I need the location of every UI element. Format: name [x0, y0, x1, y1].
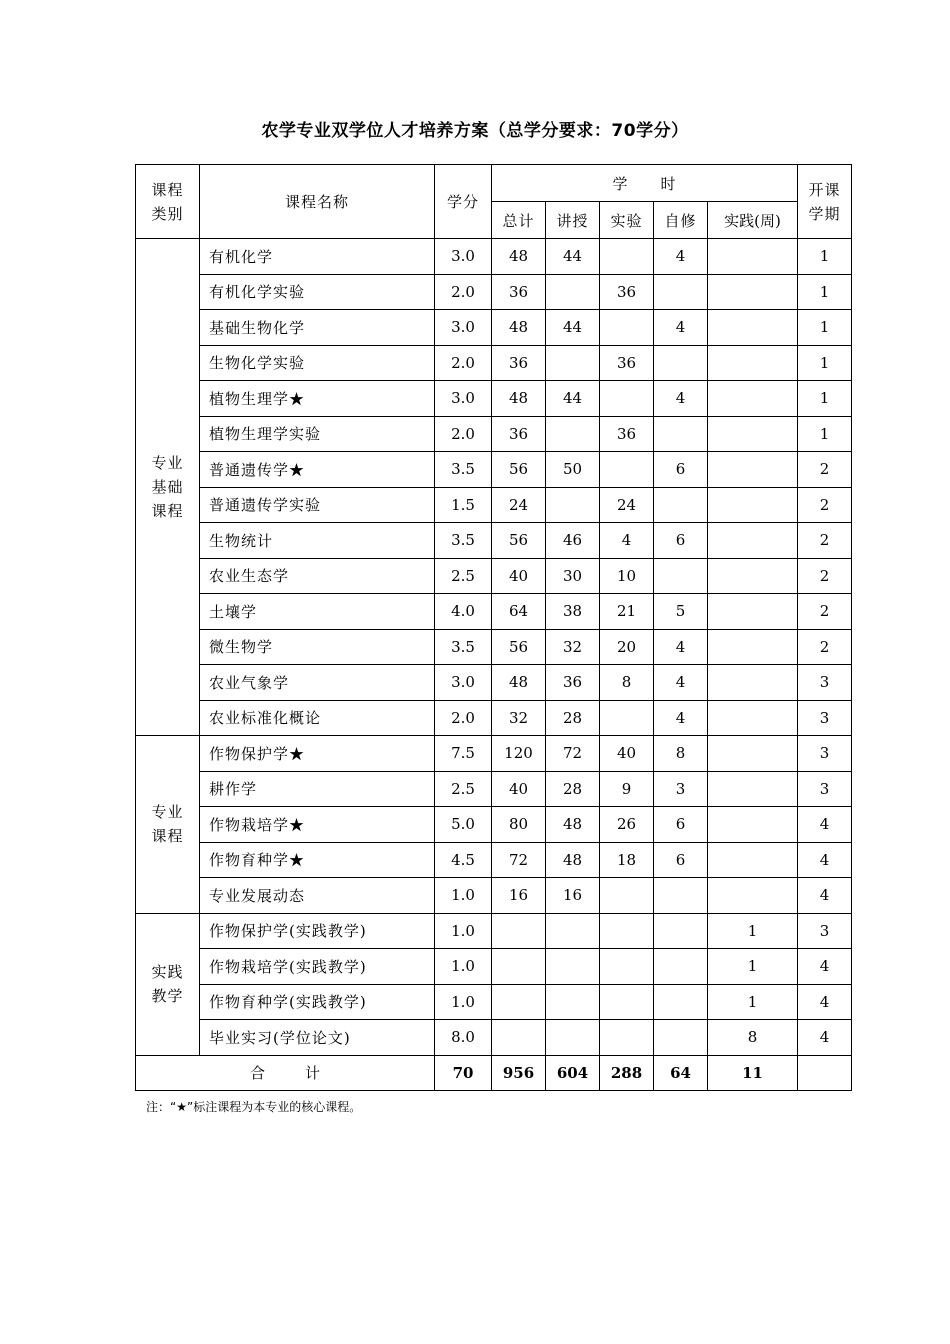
value-cell: 50 [546, 452, 600, 488]
total-value-cell: 11 [708, 1055, 798, 1091]
value-cell [600, 310, 654, 346]
value-cell [708, 629, 798, 665]
course-name-cell: 植物生理学★ [200, 381, 435, 417]
value-cell: 3.0 [435, 239, 492, 275]
value-cell: 30 [546, 558, 600, 594]
value-cell: 4 [798, 984, 852, 1020]
value-cell [600, 452, 654, 488]
value-cell: 72 [546, 736, 600, 772]
course-name-cell: 作物育种学★ [200, 842, 435, 878]
value-cell [708, 700, 798, 736]
table-row [136, 629, 852, 665]
value-cell [708, 310, 798, 346]
table-row [136, 274, 852, 310]
total-value-cell: 288 [600, 1055, 654, 1091]
value-cell: 120 [492, 736, 546, 772]
value-cell: 1 [708, 984, 798, 1020]
course-name-cell: 毕业实习(学位论文) [200, 1020, 435, 1056]
value-cell: 9 [600, 771, 654, 807]
total-value-cell [798, 1055, 852, 1091]
value-cell: 48 [492, 665, 546, 701]
value-cell: 2.5 [435, 771, 492, 807]
value-cell: 21 [600, 594, 654, 630]
course-name-cell: 作物保护学★ [200, 736, 435, 772]
table-row [136, 310, 852, 346]
value-cell: 3 [798, 736, 852, 772]
value-cell [654, 416, 708, 452]
value-cell [708, 878, 798, 914]
table-row [136, 913, 852, 949]
table-row [136, 594, 852, 630]
value-cell: 1 [798, 310, 852, 346]
value-cell [654, 1020, 708, 1056]
value-cell [654, 345, 708, 381]
value-cell: 4 [798, 807, 852, 843]
value-cell: 44 [546, 310, 600, 346]
value-cell: 20 [600, 629, 654, 665]
value-cell: 4 [798, 949, 852, 985]
value-cell: 6 [654, 523, 708, 559]
value-cell: 3 [798, 913, 852, 949]
value-cell: 36 [546, 665, 600, 701]
value-cell [600, 381, 654, 417]
footnote: 注：“★”标注课程为本专业的核心课程。 [146, 1100, 362, 1114]
value-cell: 5.0 [435, 807, 492, 843]
value-cell: 1 [798, 274, 852, 310]
value-cell: 28 [546, 700, 600, 736]
value-cell [708, 381, 798, 417]
value-cell: 4 [654, 700, 708, 736]
value-cell: 2.0 [435, 700, 492, 736]
value-cell: 64 [492, 594, 546, 630]
value-cell: 10 [600, 558, 654, 594]
table-row [136, 665, 852, 701]
value-cell: 1.0 [435, 913, 492, 949]
value-cell: 2.0 [435, 345, 492, 381]
value-cell: 80 [492, 807, 546, 843]
value-cell: 4.5 [435, 842, 492, 878]
value-cell: 1 [798, 381, 852, 417]
total-value-cell: 64 [654, 1055, 708, 1091]
value-cell [546, 949, 600, 985]
category-cell: 专业 基础 课程 [136, 239, 200, 736]
header-category: 课程 类别 [136, 165, 200, 239]
header-total: 总计 [492, 202, 546, 239]
course-name-cell: 普通遗传学实验 [200, 487, 435, 523]
value-cell: 3.5 [435, 452, 492, 488]
course-name-cell: 作物保护学(实践教学) [200, 913, 435, 949]
value-cell: 48 [546, 807, 600, 843]
course-name-cell: 有机化学实验 [200, 274, 435, 310]
value-cell: 48 [492, 310, 546, 346]
category-cell: 专业 课程 [136, 736, 200, 914]
value-cell: 4 [798, 842, 852, 878]
value-cell: 36 [600, 345, 654, 381]
value-cell: 4 [798, 1020, 852, 1056]
value-cell: 1 [798, 416, 852, 452]
course-name-cell: 植物生理学实验 [200, 416, 435, 452]
table-row [136, 878, 852, 914]
table-row [136, 558, 852, 594]
value-cell: 8 [654, 736, 708, 772]
header-row-1 [136, 165, 852, 202]
value-cell: 32 [546, 629, 600, 665]
value-cell [654, 274, 708, 310]
value-cell [600, 1020, 654, 1056]
value-cell: 4 [654, 310, 708, 346]
value-cell: 2.0 [435, 416, 492, 452]
value-cell [546, 1020, 600, 1056]
value-cell: 1 [798, 239, 852, 275]
value-cell: 1 [798, 345, 852, 381]
value-cell: 6 [654, 807, 708, 843]
table-row [136, 984, 852, 1020]
value-cell [546, 984, 600, 1020]
header-lab: 实验 [600, 202, 654, 239]
value-cell: 4 [798, 878, 852, 914]
value-cell: 26 [600, 807, 654, 843]
value-cell: 1 [708, 913, 798, 949]
table-row [136, 771, 852, 807]
value-cell: 3.5 [435, 523, 492, 559]
value-cell: 5 [654, 594, 708, 630]
course-name-cell: 生物化学实验 [200, 345, 435, 381]
value-cell [546, 913, 600, 949]
total-value-cell: 604 [546, 1055, 600, 1091]
value-cell: 2.5 [435, 558, 492, 594]
page-title: 农学专业双学位人才培养方案（总学分要求：70学分） [261, 121, 689, 141]
value-cell [654, 949, 708, 985]
value-cell: 44 [546, 239, 600, 275]
header-practice: 实践(周) [708, 202, 798, 239]
value-cell: 8.0 [435, 1020, 492, 1056]
header-hours: 学 时 [492, 165, 798, 202]
value-cell: 2.0 [435, 274, 492, 310]
value-cell: 3.0 [435, 310, 492, 346]
value-cell [708, 487, 798, 523]
value-cell: 56 [492, 452, 546, 488]
header-term: 开课 学期 [798, 165, 852, 239]
value-cell: 6 [654, 842, 708, 878]
value-cell: 38 [546, 594, 600, 630]
course-name-cell: 有机化学 [200, 239, 435, 275]
value-cell [600, 913, 654, 949]
value-cell: 4 [654, 629, 708, 665]
value-cell [708, 239, 798, 275]
value-cell [708, 807, 798, 843]
value-cell: 2 [798, 452, 852, 488]
value-cell: 44 [546, 381, 600, 417]
value-cell: 2 [798, 558, 852, 594]
value-cell: 40 [600, 736, 654, 772]
value-cell: 48 [492, 239, 546, 275]
value-cell [654, 913, 708, 949]
value-cell [492, 913, 546, 949]
value-cell: 48 [546, 842, 600, 878]
value-cell [708, 594, 798, 630]
value-cell: 36 [600, 274, 654, 310]
value-cell: 4.0 [435, 594, 492, 630]
value-cell: 32 [492, 700, 546, 736]
value-cell [654, 558, 708, 594]
table-row [136, 700, 852, 736]
value-cell: 3.0 [435, 665, 492, 701]
value-cell: 3 [798, 700, 852, 736]
totals-row [136, 1055, 852, 1091]
curriculum-table [135, 164, 852, 1091]
value-cell [492, 1020, 546, 1056]
value-cell [600, 949, 654, 985]
table-row [136, 736, 852, 772]
value-cell: 4 [600, 523, 654, 559]
total-value-cell: 70 [435, 1055, 492, 1091]
value-cell [708, 523, 798, 559]
value-cell: 1.0 [435, 878, 492, 914]
value-cell: 16 [546, 878, 600, 914]
value-cell [708, 345, 798, 381]
value-cell: 46 [546, 523, 600, 559]
table-row [136, 345, 852, 381]
value-cell: 72 [492, 842, 546, 878]
value-cell [600, 878, 654, 914]
value-cell: 3 [654, 771, 708, 807]
table-row [136, 487, 852, 523]
table-row [136, 239, 852, 275]
value-cell [600, 984, 654, 1020]
value-cell [492, 984, 546, 1020]
value-cell [708, 558, 798, 594]
value-cell: 3.5 [435, 629, 492, 665]
course-name-cell: 农业气象学 [200, 665, 435, 701]
value-cell: 36 [492, 345, 546, 381]
value-cell [654, 487, 708, 523]
value-cell [654, 984, 708, 1020]
value-cell: 40 [492, 558, 546, 594]
value-cell [708, 452, 798, 488]
course-name-cell: 普通遗传学★ [200, 452, 435, 488]
value-cell: 4 [654, 381, 708, 417]
header-credit: 学分 [435, 165, 492, 239]
header-self-study: 自修 [654, 202, 708, 239]
value-cell: 2 [798, 629, 852, 665]
value-cell: 36 [492, 416, 546, 452]
category-cell: 实践 教学 [136, 913, 200, 1055]
course-name-cell: 作物栽培学★ [200, 807, 435, 843]
course-name-cell: 专业发展动态 [200, 878, 435, 914]
value-cell: 2 [798, 487, 852, 523]
value-cell: 4 [654, 239, 708, 275]
course-name-cell: 耕作学 [200, 771, 435, 807]
totals-label: 合 计 [136, 1055, 435, 1091]
value-cell: 1.0 [435, 984, 492, 1020]
value-cell [546, 416, 600, 452]
table-row [136, 949, 852, 985]
value-cell [546, 274, 600, 310]
value-cell [546, 487, 600, 523]
value-cell: 3.0 [435, 381, 492, 417]
value-cell [600, 700, 654, 736]
course-name-cell: 基础生物化学 [200, 310, 435, 346]
value-cell: 40 [492, 771, 546, 807]
table-row [136, 452, 852, 488]
table-row [136, 1020, 852, 1056]
value-cell: 16 [492, 878, 546, 914]
value-cell [708, 842, 798, 878]
course-name-cell: 微生物学 [200, 629, 435, 665]
course-name-cell: 生物统计 [200, 523, 435, 559]
value-cell: 36 [600, 416, 654, 452]
value-cell: 28 [546, 771, 600, 807]
value-cell: 56 [492, 523, 546, 559]
value-cell: 18 [600, 842, 654, 878]
value-cell: 7.5 [435, 736, 492, 772]
course-name-cell: 作物栽培学(实践教学) [200, 949, 435, 985]
value-cell: 8 [708, 1020, 798, 1056]
total-value-cell: 956 [492, 1055, 546, 1091]
course-name-cell: 农业生态学 [200, 558, 435, 594]
value-cell: 48 [492, 381, 546, 417]
value-cell [546, 345, 600, 381]
value-cell: 3 [798, 665, 852, 701]
table-row [136, 416, 852, 452]
course-name-cell: 农业标准化概论 [200, 700, 435, 736]
table-row [136, 807, 852, 843]
value-cell: 3 [798, 771, 852, 807]
value-cell: 24 [600, 487, 654, 523]
table-row [136, 842, 852, 878]
value-cell: 2 [798, 594, 852, 630]
value-cell [708, 665, 798, 701]
value-cell: 24 [492, 487, 546, 523]
header-lecture: 讲授 [546, 202, 600, 239]
value-cell [708, 274, 798, 310]
value-cell [492, 949, 546, 985]
value-cell: 56 [492, 629, 546, 665]
header-course-name: 课程名称 [200, 165, 435, 239]
table-row [136, 523, 852, 559]
value-cell [654, 878, 708, 914]
value-cell [708, 771, 798, 807]
value-cell [708, 736, 798, 772]
value-cell: 1.5 [435, 487, 492, 523]
value-cell: 6 [654, 452, 708, 488]
value-cell: 2 [798, 523, 852, 559]
table-row [136, 381, 852, 417]
value-cell [600, 239, 654, 275]
value-cell: 4 [654, 665, 708, 701]
value-cell: 1 [708, 949, 798, 985]
value-cell: 36 [492, 274, 546, 310]
course-name-cell: 土壤学 [200, 594, 435, 630]
value-cell [708, 416, 798, 452]
value-cell: 1.0 [435, 949, 492, 985]
course-name-cell: 作物育种学(实践教学) [200, 984, 435, 1020]
value-cell: 8 [600, 665, 654, 701]
